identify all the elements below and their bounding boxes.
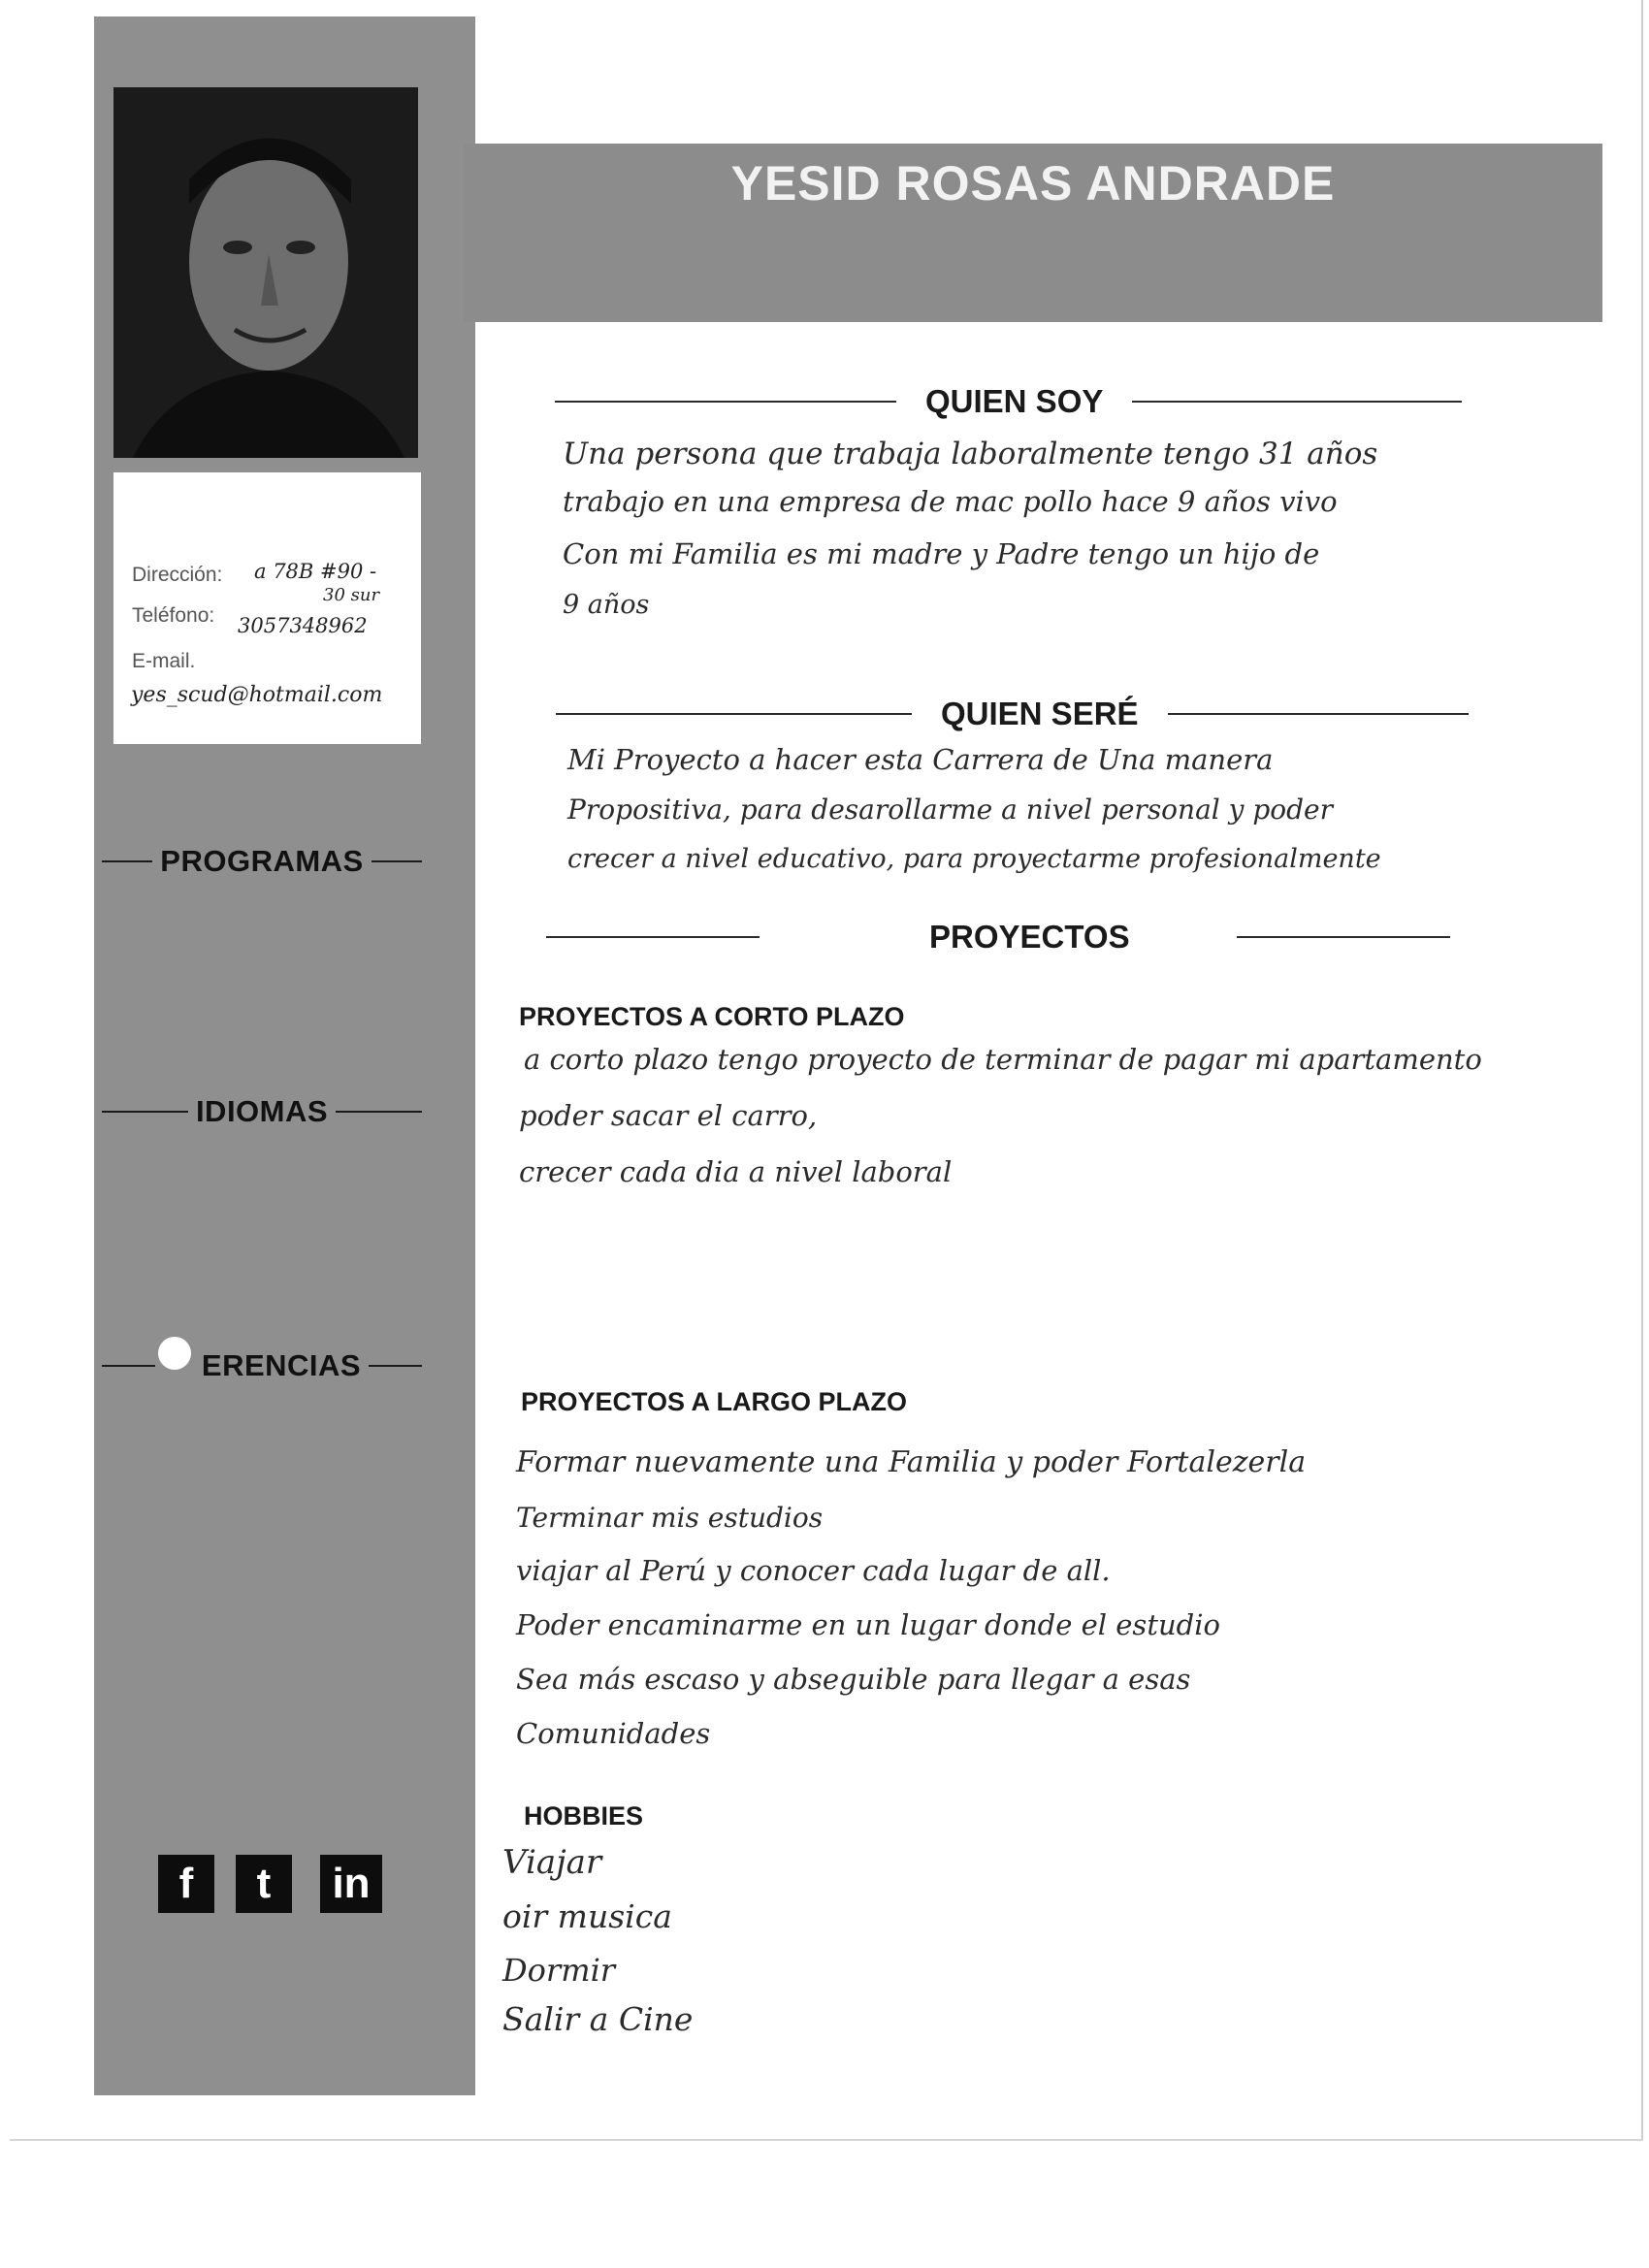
page-title: YESID ROSAS ANDRADE bbox=[730, 156, 1336, 211]
hobbies-heading: HOBBIES bbox=[524, 1801, 644, 1831]
corto-plazo-text bbox=[519, 1043, 1615, 1208]
linkedin-icon[interactable]: in bbox=[320, 1855, 382, 1913]
telefono-value: 3057348962 bbox=[238, 614, 368, 637]
hobby-item: Salir a Cine bbox=[502, 2000, 694, 2038]
quien-soy-line: Una persona que trabaja laboralmente tengo 31 años bbox=[563, 437, 1378, 471]
hobby-item: Dormir bbox=[502, 1952, 616, 1989]
quien-soy-line: Con mi Familia es mi madre y Padre tengo un hijo de bbox=[563, 537, 1320, 570]
hobby-item: oir musica bbox=[502, 1897, 672, 1935]
largo-plazo-heading: PROYECTOS A LARGO PLAZO bbox=[521, 1387, 908, 1416]
quien-soy-line: trabajo en una empresa de mac pollo hace 9 años vivo bbox=[563, 485, 1338, 518]
profile-photo bbox=[113, 87, 418, 458]
quien-sere-line: crecer a nivel educativo, para proyectarme profesionalmente bbox=[567, 844, 1381, 874]
hobbies-list bbox=[502, 1843, 987, 2057]
quien-soy-line: 9 años bbox=[563, 590, 650, 620]
contact-box bbox=[113, 472, 421, 744]
direccion-value: a 78B #90 - bbox=[254, 560, 377, 583]
proyectos-heading: PROYECTOS bbox=[546, 918, 1450, 956]
referencias-heading: ERENCIAS bbox=[102, 1348, 422, 1383]
idiomas-heading: IDIOMAS bbox=[102, 1094, 422, 1129]
twitter-icon[interactable]: t bbox=[236, 1855, 292, 1913]
corto-plazo-line: a corto plazo tengo proyecto de terminar de pagar mi apartamento bbox=[524, 1043, 1482, 1076]
largo-plazo-line: Sea más escaso y abseguible para llegar a esas bbox=[516, 1663, 1191, 1696]
email-value: yes_scud@hotmail.com bbox=[131, 683, 383, 707]
corto-plazo-line: poder sacar el carro, bbox=[519, 1099, 818, 1132]
largo-plazo-line: Terminar mis estudios bbox=[516, 1502, 824, 1534]
email-label: E-mail. bbox=[132, 650, 196, 672]
largo-plazo-line: Poder encaminarme en un lugar donde el estudio bbox=[516, 1608, 1220, 1641]
largo-plazo-line: Formar nuevamente una Familia y poder Fortalezerla bbox=[516, 1445, 1307, 1479]
quien-sere-line: Propositiva, para desarollarme a nivel personal y poder bbox=[567, 794, 1334, 826]
quien-soy-text bbox=[563, 437, 1562, 631]
quien-sere-line: Mi Proyecto a hacer esta Carrera de Una manera bbox=[567, 743, 1274, 776]
quien-sere-text bbox=[567, 743, 1605, 889]
facebook-icon[interactable]: f bbox=[158, 1855, 214, 1913]
quien-sere-heading: QUIEN SERÉ bbox=[556, 695, 1469, 733]
corto-plazo-heading: PROYECTOS A CORTO PLAZO bbox=[519, 1002, 905, 1031]
programas-heading: PROGRAMAS bbox=[102, 844, 422, 879]
direccion-value-2: 30 sur bbox=[323, 585, 380, 605]
telefono-label: Teléfono: bbox=[132, 604, 215, 627]
largo-plazo-text bbox=[516, 1445, 1612, 1766]
largo-plazo-line: viajar al Perú y conocer cada lugar de all. bbox=[516, 1554, 1111, 1587]
hobby-item: Viajar bbox=[502, 1843, 602, 1882]
punch-hole bbox=[48, 1353, 87, 1392]
profile-photo-image bbox=[113, 87, 418, 458]
largo-plazo-line: Comunidades bbox=[516, 1717, 711, 1750]
corto-plazo-line: crecer cada dia a nivel laboral bbox=[519, 1155, 953, 1188]
punch-hole bbox=[48, 737, 87, 776]
quien-soy-heading: QUIEN SOY bbox=[555, 382, 1462, 421]
direccion-label: Dirección: bbox=[132, 564, 223, 586]
